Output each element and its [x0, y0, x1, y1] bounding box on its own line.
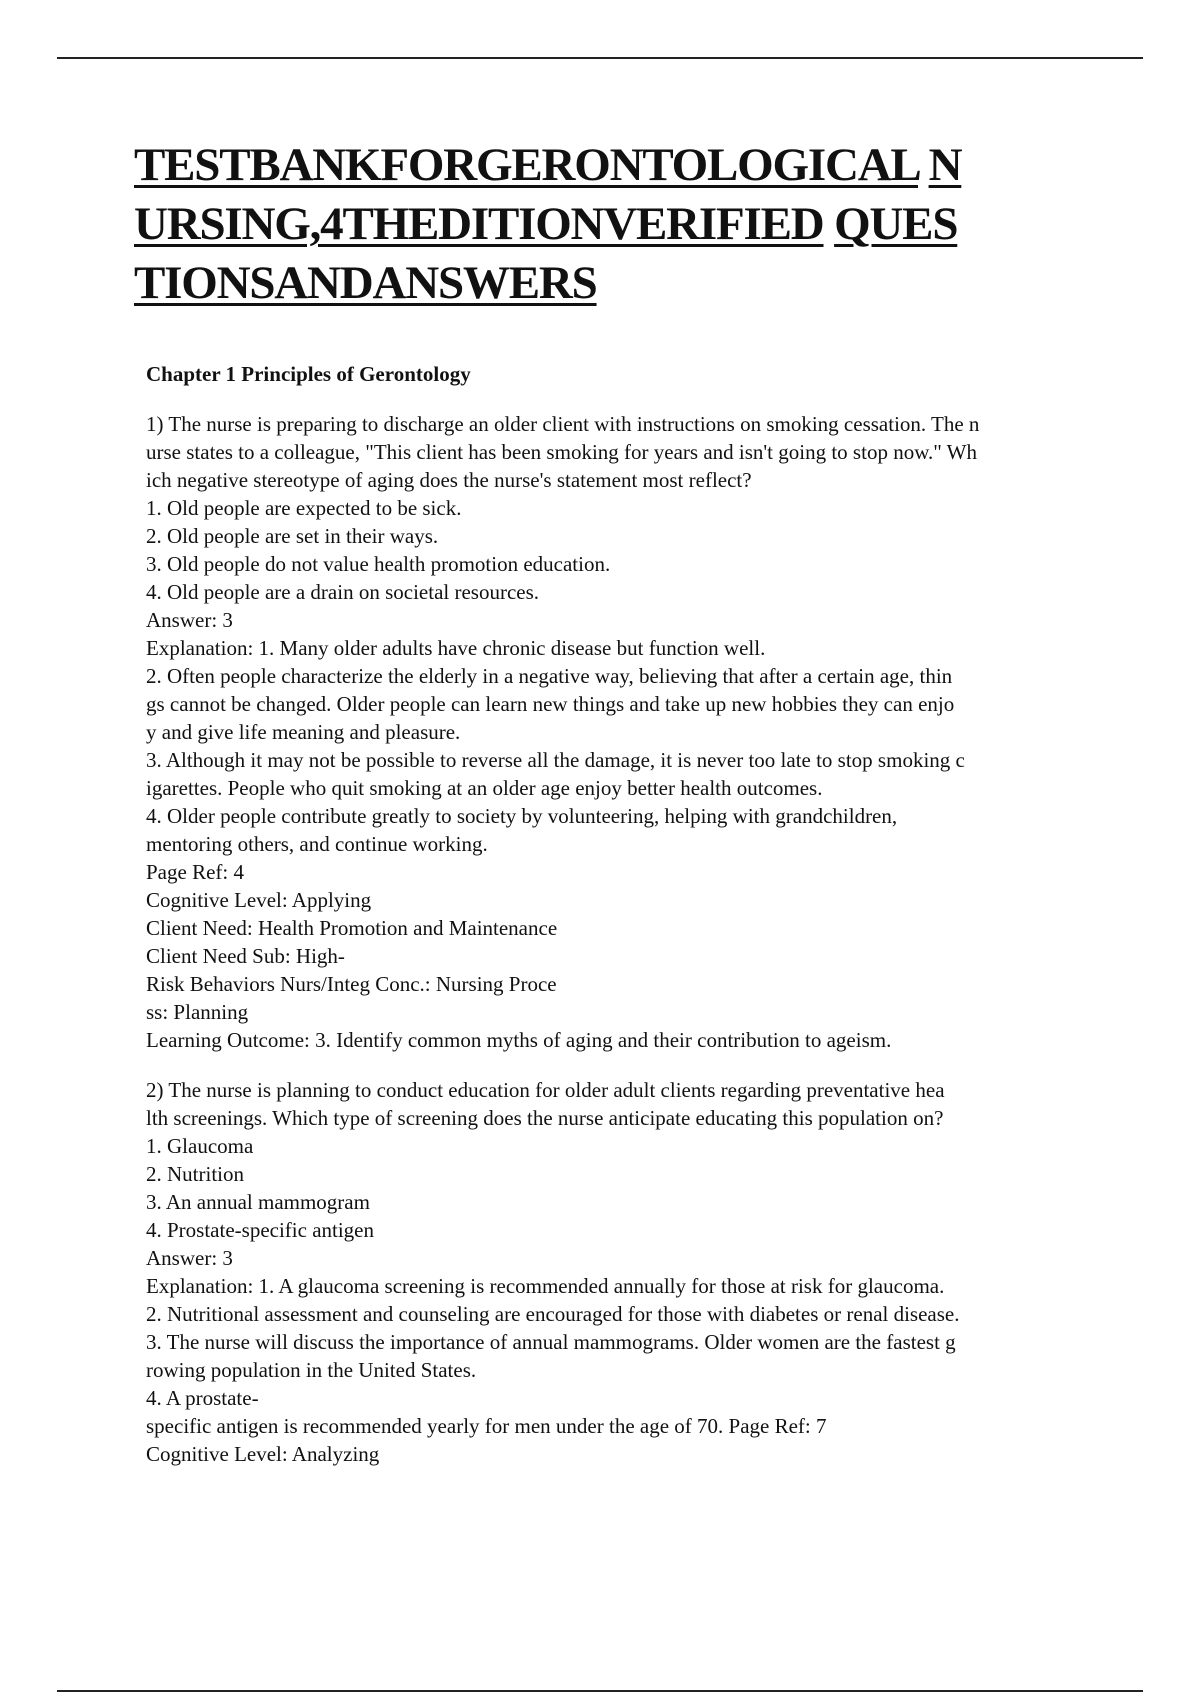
- question-stem-line: ich negative stereotype of aging does the nurse's statement most reflect?: [146, 468, 752, 492]
- explanation-line: 4. Older people contribute greatly to society by volunteering, helping with grandchildren,: [146, 804, 898, 828]
- explanation-line: 2. Often people characterize the elderly in a negative way, believing that after a certain age, thin: [146, 664, 953, 688]
- explanation-line: Explanation: 1. Many older adults have chronic disease but function well.: [146, 636, 766, 660]
- title-line-2: URSING,4THEDITIONVERIFIED QUES: [134, 198, 958, 250]
- document-title: [134, 136, 1114, 313]
- title-line-1: TESTBANKFORGERONTOLOGICAL N: [134, 139, 962, 191]
- cognitive-level: Cognitive Level: Applying: [146, 888, 372, 912]
- answer-option: 4. Old people are a drain on societal resources.: [146, 580, 540, 604]
- top-rule: [57, 57, 1143, 59]
- question-stem-line: lth screenings. Which type of screening does the nurse anticipate educating this population on?: [146, 1106, 944, 1130]
- explanation-line: 4. A prostate-: [146, 1386, 259, 1410]
- page-ref: Page Ref: 4: [146, 860, 244, 884]
- answer-option: 1. Glaucoma: [146, 1134, 254, 1158]
- explanation-line: specific antigen is recommended yearly for men under the age of 70. Page Ref: 7: [146, 1414, 827, 1438]
- explanation-line: rowing population in the United States.: [146, 1358, 477, 1382]
- chapter-heading: Chapter 1 Principles of Gerontology: [146, 362, 471, 386]
- answer-option: 1. Old people are expected to be sick.: [146, 496, 462, 520]
- explanation-line: igarettes. People who quit smoking at an older age enjoy better health outcomes.: [146, 776, 823, 800]
- answer-option: 4. Prostate-specific antigen: [146, 1218, 375, 1242]
- explanation-line: y and give life meaning and pleasure.: [146, 720, 461, 744]
- learning-outcome: Learning Outcome: 3. Identify common myths of aging and their contribution to ageism.: [146, 1028, 892, 1052]
- answer-option: 2. Old people are set in their ways.: [146, 524, 439, 548]
- nursing-process: ss: Planning: [146, 1000, 249, 1024]
- correct-answer: Answer: 3: [146, 1246, 233, 1270]
- explanation-line: 3. Although it may not be possible to reverse all the damage, it is never too late to stop smoking c: [146, 748, 965, 772]
- answer-option: 2. Nutrition: [146, 1162, 244, 1186]
- cognitive-level: Cognitive Level: Analyzing: [146, 1442, 380, 1466]
- document-body: [146, 360, 1106, 1490]
- bottom-rule: [57, 1690, 1143, 1692]
- question-1: [146, 410, 1106, 1054]
- explanation-line: 2. Nutritional assessment and counseling are encouraged for those with diabetes or renal disease.: [146, 1302, 960, 1326]
- client-need-sub: Client Need Sub: High-: [146, 944, 345, 968]
- client-need: Client Need: Health Promotion and Maintenance: [146, 916, 558, 940]
- answer-option: 3. An annual mammogram: [146, 1190, 370, 1214]
- question-stem-line: urse states to a colleague, "This client has been smoking for years and isn't going to stop now." Wh: [146, 440, 978, 464]
- explanation-line: 3. The nurse will discuss the importance of annual mammograms. Older women are the fastest g: [146, 1330, 956, 1354]
- explanation-line: Explanation: 1. A glaucoma screening is recommended annually for those at risk for glaucoma.: [146, 1274, 945, 1298]
- title-line-3: TIONSANDANSWERS: [134, 257, 597, 309]
- question-2: [146, 1076, 1106, 1468]
- correct-answer: Answer: 3: [146, 608, 233, 632]
- answer-option: 3. Old people do not value health promotion education.: [146, 552, 611, 576]
- explanation-line: mentoring others, and continue working.: [146, 832, 488, 856]
- question-stem-line: 2) The nurse is planning to conduct education for older adult clients regarding preventative hea: [146, 1078, 945, 1102]
- question-stem-line: 1) The nurse is preparing to discharge an older client with instructions on smoking cessation. The n: [146, 412, 980, 436]
- nursing-concept: Risk Behaviors Nurs/Integ Conc.: Nursing Proce: [146, 972, 557, 996]
- explanation-line: gs cannot be changed. Older people can learn new things and take up new hobbies they can enjo: [146, 692, 955, 716]
